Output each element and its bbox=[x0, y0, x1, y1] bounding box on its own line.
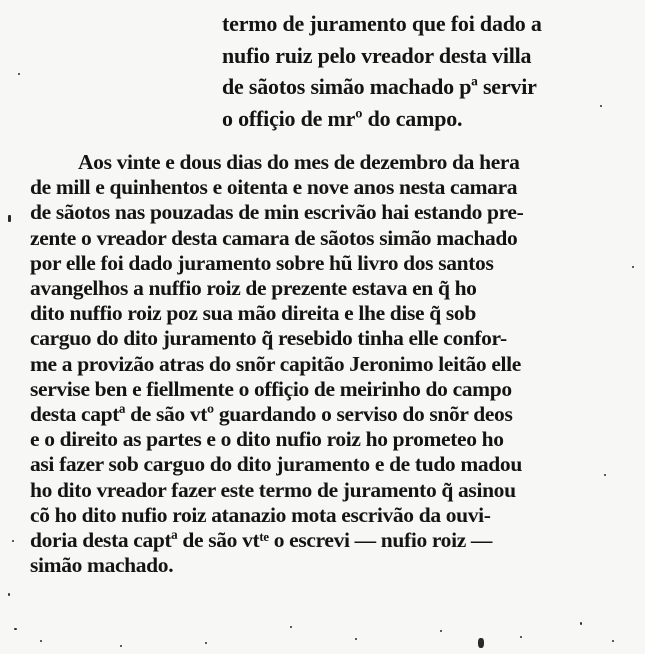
body-line: dito nuffio roiz poz sua mão direita e lhe dise q̃ sob bbox=[30, 301, 476, 326]
scan-speck bbox=[290, 626, 292, 628]
body-line: simão machado. bbox=[30, 553, 174, 578]
scan-speck bbox=[612, 640, 614, 642]
heading-line: de sãotos simão machado pª servir bbox=[222, 74, 537, 99]
scan-speck bbox=[604, 474, 606, 476]
scan-speck bbox=[632, 266, 634, 268]
scan-speck bbox=[8, 215, 11, 222]
body-line: cõ ho dito nufio roiz atanazio mota escrivão da ouvi- bbox=[30, 502, 491, 527]
body-line: me a provizão atras do snõr capitão Jeronimo leitão elle bbox=[30, 351, 521, 376]
scan-speck bbox=[600, 105, 602, 107]
scan-speck bbox=[478, 638, 484, 648]
document-body-paragraph bbox=[30, 150, 630, 578]
body-line: de sãotos nas pouzadas de min escrivão hai estando pre- bbox=[30, 200, 524, 225]
scan-speck bbox=[18, 73, 20, 75]
scan-speck bbox=[205, 642, 207, 644]
scan-speck bbox=[8, 593, 10, 596]
scan-speck bbox=[12, 540, 14, 542]
scan-speck bbox=[120, 645, 122, 647]
heading-line: o offiçio de mrº do campo. bbox=[222, 105, 463, 131]
body-line: desta captª de são vtº guardando o serviso do snõr deos bbox=[30, 402, 513, 427]
scan-speck bbox=[440, 630, 442, 632]
body-line: carguo do dito juramento q̃ resebido tinha elle confor- bbox=[30, 326, 507, 351]
body-line: por elle foi dado juramento sobre hũ livro dos santos bbox=[30, 250, 494, 275]
scan-speck bbox=[520, 636, 522, 638]
heading-line: nufio ruiz pelo vreador desta villa bbox=[222, 42, 532, 68]
body-line: ho dito vreador fazer este termo de juramento q̃ asinou bbox=[30, 477, 516, 502]
body-line: avangelhos a nuffio roiz de prezente estava en q̃ ho bbox=[30, 276, 477, 301]
body-line: e o direito as partes e o dito nufio roiz ho prometeo ho bbox=[30, 427, 504, 452]
scan-speck bbox=[580, 622, 582, 625]
body-line: servise ben e fiellmente o offiçio de meirinho do campo bbox=[30, 376, 512, 401]
body-line: doria desta captª de são vtᵗᵉ o escrevi — nufio roiz — bbox=[30, 528, 493, 553]
scan-speck bbox=[40, 640, 42, 642]
body-line: Aos vinte e dous dias do mes de dezembro da hera bbox=[78, 150, 520, 174]
document-heading bbox=[222, 8, 622, 134]
heading-line: termo de juramento que foi dado a bbox=[222, 11, 542, 36]
body-line: de mill e quinhentos e oitenta e nove anos nesta camara bbox=[30, 175, 518, 200]
scan-speck bbox=[355, 638, 357, 640]
body-line: zente o vreador desta camara de sãotos simão machado bbox=[30, 225, 518, 250]
scan-speck bbox=[14, 628, 17, 630]
body-line: asi fazer sob carguo do dito juramento e de tudo madou bbox=[30, 452, 522, 477]
